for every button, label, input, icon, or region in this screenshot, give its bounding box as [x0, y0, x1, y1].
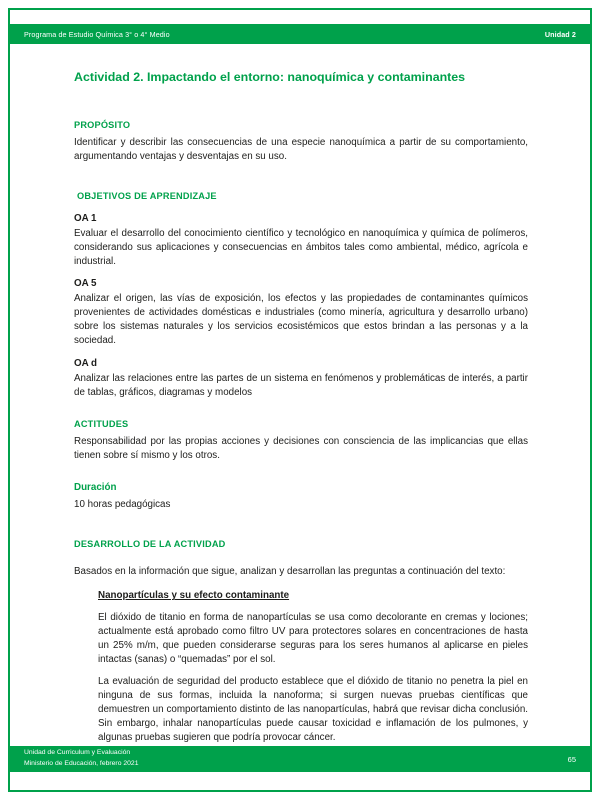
- footer-page-number: 65: [567, 754, 576, 764]
- proposito-text: Identificar y describir las consecuencias de una especie nanoquímica a partir de su comportamiento, argumentando ventajas y desventajas en su uso.: [74, 136, 528, 162]
- footer-line2: Ministerio de Educación, febrero 2021: [24, 760, 139, 767]
- reading-paragraph-1: El dióxido de titanio en forma de nanopartículas se usa como decolorante en cremas y lociones; actualmente está aprobado como filtro UV para protectores solares en concentraciones de hasta un 25% m/m, que pueden considerarse seguras para los seres humanos al aplicarse en pieles intactas (sanas) o “quemadas” por el sol.: [98, 612, 528, 665]
- oa1-label: OA 1: [74, 212, 97, 224]
- header-program-title: Programa de Estudio Química 3° o 4° Medio: [24, 29, 170, 39]
- oa5-label: OA 5: [74, 278, 97, 290]
- oa1-text: Evaluar el desarrollo del conocimiento científico y tecnológico en nanoquímica y química de polímeros, considerando sus aplicaciones y consecuencias en ámbitos tales como ambiental, médico, agrícola e industrial.: [74, 227, 528, 267]
- section-heading-proposito: PROPÓSITO: [74, 119, 131, 130]
- header-unit-label: Unidad 2: [544, 29, 576, 39]
- footer-credits: [24, 748, 138, 769]
- section-heading-objetivos: OBJETIVOS DE APRENDIZAJE: [77, 190, 217, 201]
- oad-text: Analizar las relaciones entre las partes de un sistema en fenómenos y problemáticas de interés, a partir de tablas, gráficos, diagramas y modelos: [74, 372, 528, 398]
- activity-title: Actividad 2. Impactando el entorno: nanoquímica y contaminantes: [74, 70, 466, 84]
- reading-paragraph-2: La evaluación de seguridad del producto establece que el dióxido de titanio no penetra la piel en ninguna de sus formas, incluida la nanoforma; si surgen nuevas pruebas científicas que demuestren un comportamiento distinto de las nanopartículas, habrá que revisar dicha conclusión. Sin embargo, inhalar nanopartículas puede causar toxicidad e inflamación de los pulmones, y algunas pruebas sugieren que podría provocar cáncer.: [98, 675, 528, 743]
- section-heading-actitudes: ACTITUDES: [74, 418, 129, 429]
- footer-bar: [10, 746, 590, 772]
- section-heading-desarrollo: DESARROLLO DE LA ACTIVIDAD: [74, 539, 226, 550]
- footer-line1: Unidad de Curriculum y Evaluación: [24, 749, 131, 757]
- duracion-text: 10 horas pedagógicas: [74, 499, 171, 511]
- section-heading-duracion: Duración: [74, 481, 117, 493]
- reading-passage: [98, 589, 528, 744]
- oad-label: OA d: [74, 357, 98, 369]
- page-content: [10, 10, 590, 790]
- desarrollo-intro-text: Basados en la información que sigue, analizan y desarrollan las preguntas a continuación del texto:: [74, 566, 506, 578]
- actitudes-text: Responsabilidad por las propias acciones y decisiones con consciencia de las implicancias que ellas tienen sobre sí mismo y los otros.: [74, 435, 528, 461]
- page-border-frame: [8, 8, 592, 792]
- reading-title: Nanopartículas y su efecto contaminante: [98, 590, 290, 602]
- oa5-text: Analizar el origen, las vías de exposición, los efectos y las propiedades de contaminantes químicos provenientes de actividades domésticas e industriales (como minería, agricultura y desarrollo urbano) sobre los sistemas naturales y los servicios ecosistémicos que estos brindan a las personas y a la sociedad.: [74, 293, 528, 347]
